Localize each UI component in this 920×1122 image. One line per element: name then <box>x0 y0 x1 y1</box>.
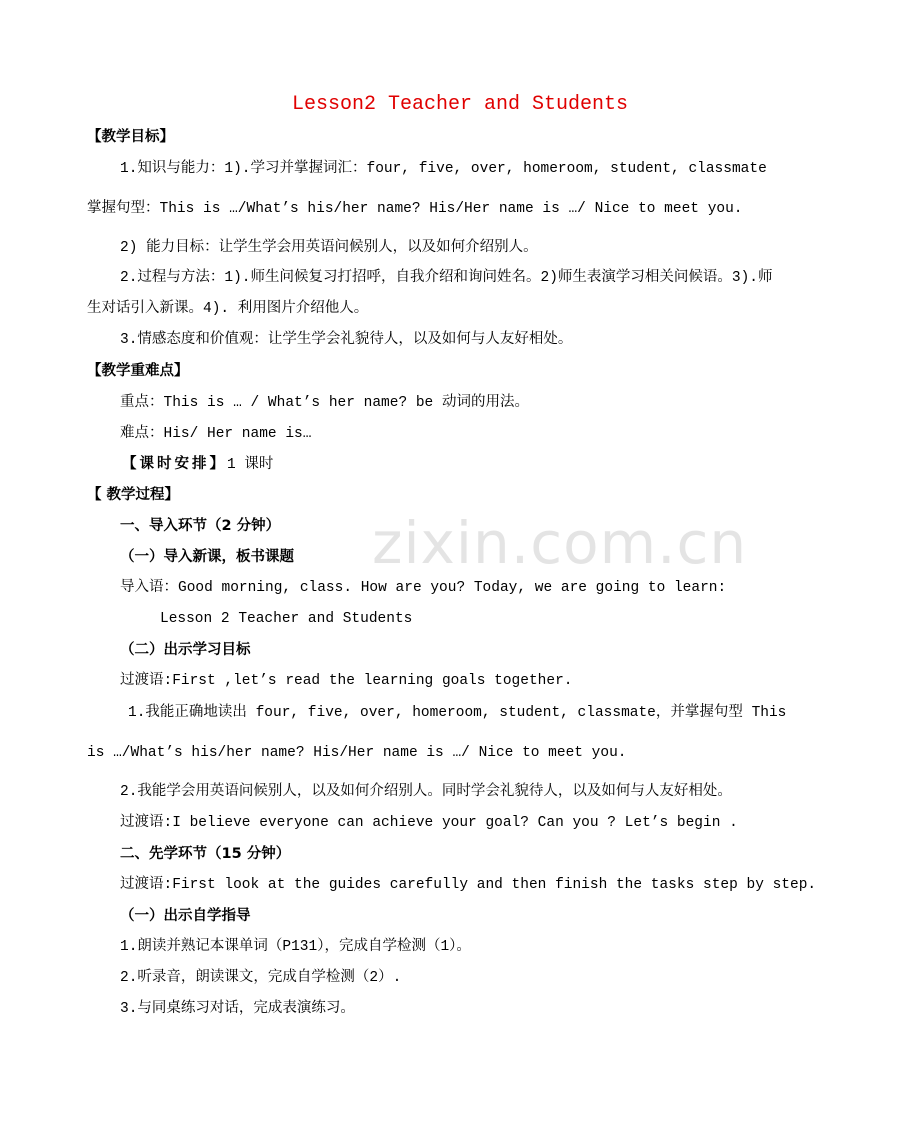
goal-ability-line: 2) 能力目标：让学生学会用英语问候别人，以及如何介绍别人。 <box>120 240 538 256</box>
goal-process-line-2: 生对话引入新课。4). 利用图片介绍他人。 <box>87 301 369 317</box>
goal-process-line-1: 2.过程与方法：1).师生问候复习打招呼，自我介绍和询问姓名。2)师生表演学习相关问候语。3).师 <box>120 270 773 286</box>
section-pre-learning: 二、先学环节（15 分钟） <box>120 846 291 862</box>
document-title: Lesson2 Teacher and Students <box>291 93 629 116</box>
class-hours-value: 1 课时 <box>227 457 274 473</box>
difficult-point-line: 难点：His/ Her name is… <box>120 426 312 442</box>
class-hours-row <box>122 454 273 475</box>
learning-goal-1-line-2: is …/What’s his/her name? His/Her name is …/ Nice to meet you. <box>87 745 627 761</box>
key-point-line: 重点：This is … / What’s her name? be 动词的用法。 <box>120 395 529 411</box>
heading-teaching-goals: 【教学目标】 <box>87 129 174 145</box>
heading-key-points: 【教学重难点】 <box>87 363 189 379</box>
watermark-text: zixin.com.cn <box>372 509 748 577</box>
transition-believe: 过渡语:I believe everyone can achieve your goal? Can you ? Let’s begin . <box>120 815 738 831</box>
section-introduction: 一、导入环节（2 分钟） <box>120 518 281 534</box>
goal-knowledge-line: 1.知识与能力：1).学习并掌握词汇：four, five, over, homeroom, student, classmate <box>120 161 767 177</box>
transition-read-goals: 过渡语:First ,let’s read the learning goals together. <box>120 673 573 689</box>
self-study-step-3: 3.与同桌练习对话，完成表演练习。 <box>120 1001 355 1017</box>
goal-sentence-patterns: 掌握句型：This is …/What’s his/her name? His/Her name is …/ Nice to meet you. <box>87 201 743 217</box>
self-study-step-2: 2.听录音，朗读课文，完成自学检测（2）. <box>120 970 402 986</box>
lesson-title-line: Lesson 2 Teacher and Students <box>160 611 413 627</box>
subsection-new-lesson: （一）导入新课，板书课题 <box>120 549 294 565</box>
self-study-step-1: 1.朗读并熟记本课单词（P131），完成自学检测（1）。 <box>120 939 471 955</box>
goal-attitude-line: 3.情感态度和价值观：让学生学会礼貌待人，以及如何与人友好相处。 <box>120 332 573 348</box>
learning-goal-1-line-1: 1.我能正确地读出 four, five, over, homeroom, student, classmate，并掌握句型 This <box>128 705 787 721</box>
heading-teaching-process: 【 教学过程】 <box>87 487 180 503</box>
intro-speech-line: 导入语：Good morning, class. How are you? Today, we are going to learn: <box>120 580 727 596</box>
subsection-self-study-guide: （一）出示自学指导 <box>120 908 251 924</box>
subsection-learning-goals: （二）出示学习目标 <box>120 642 251 658</box>
transition-guides: 过渡语:First look at the guides carefully and then finish the tasks step by step. <box>120 877 817 893</box>
heading-class-hours: 【课时安排】 <box>122 456 227 472</box>
learning-goal-2: 2.我能学会用英语问候别人，以及如何介绍别人。同时学会礼貌待人，以及如何与人友好相处。 <box>120 784 732 800</box>
